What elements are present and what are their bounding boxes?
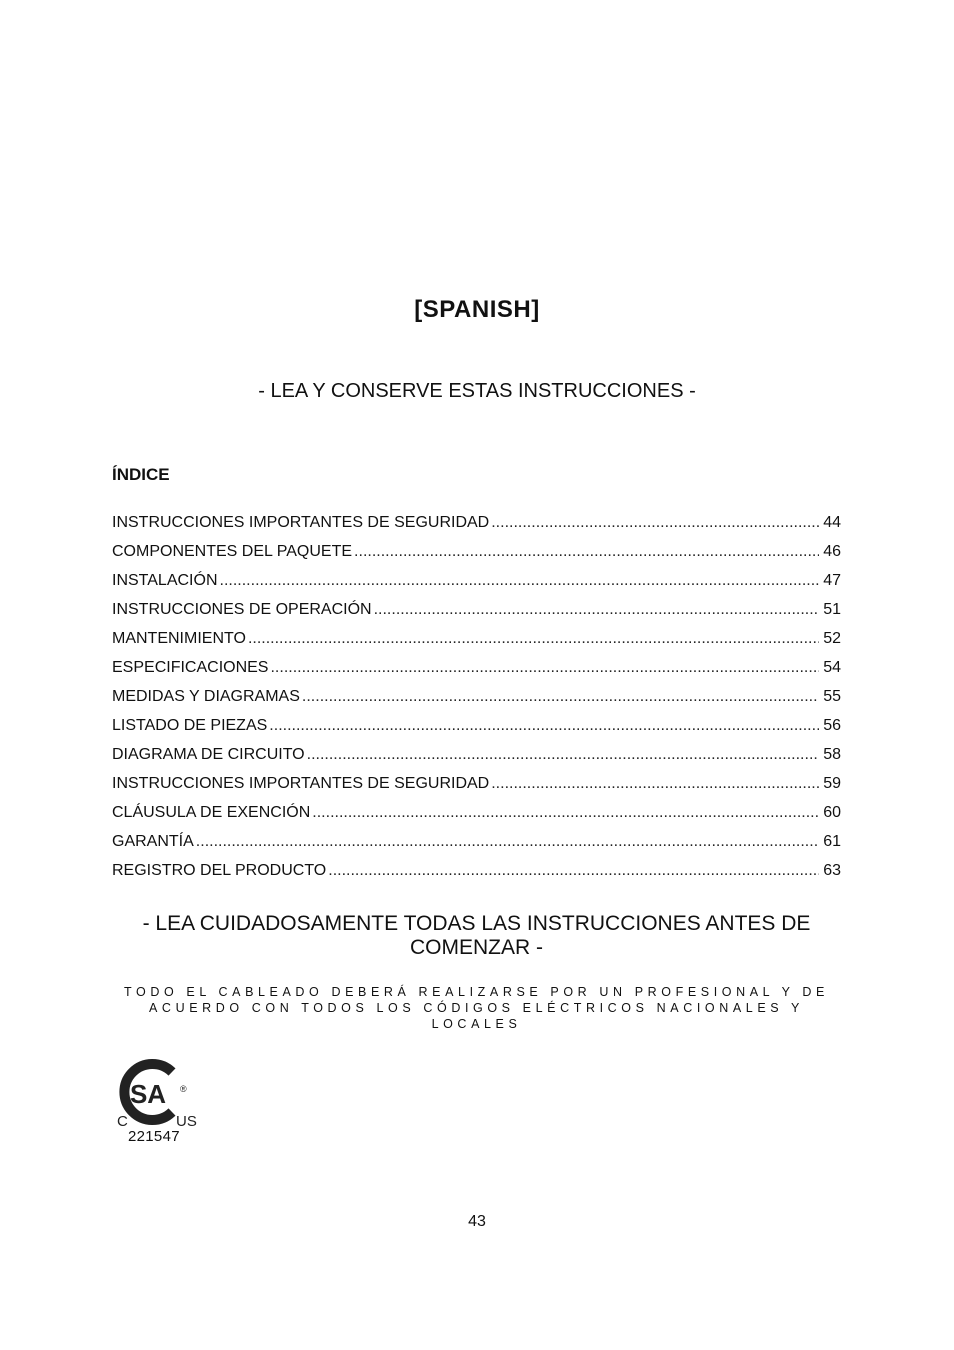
toc-dot-leader [196, 833, 819, 851]
toc-dot-leader [354, 543, 819, 561]
toc-entry [112, 630, 841, 659]
language-title: [SPANISH] [414, 296, 540, 323]
toc-entry-page: 44 [823, 514, 841, 531]
toc-dot-leader [270, 659, 819, 677]
read-carefully-warning: - LEA CUIDADOSAMENTE TODAS LAS INSTRUCCIONES ANTES DE COMENZAR - [142, 912, 811, 959]
toc-entry-page: 61 [823, 833, 841, 850]
toc-entry [112, 572, 841, 601]
toc-entry-label: MEDIDAS Y DIAGRAMAS [112, 688, 300, 705]
toc-entry-label: ESPECIFICACIONES [112, 659, 269, 676]
toc-entry [112, 514, 841, 543]
csa-right-letters: US [176, 1113, 197, 1130]
toc-entry-label: INSTALACIÓN [112, 572, 218, 589]
certification-number: 221547 [128, 1128, 180, 1145]
toc-entry-label: CLÁUSULA DE EXENCIÓN [112, 804, 311, 821]
toc-entry-label: COMPONENTES DEL PAQUETE [112, 543, 353, 560]
toc-entry [112, 543, 841, 572]
csa-left-letter: C [117, 1113, 128, 1130]
toc-dot-leader [374, 601, 820, 619]
toc-entry-label: LISTADO DE PIEZAS [112, 717, 268, 734]
index-heading: ÍNDICE [112, 465, 170, 484]
toc-dot-leader [269, 717, 819, 735]
toc-entry-page: 55 [823, 688, 841, 705]
csa-certification-icon [112, 1058, 212, 1153]
table-of-contents [112, 514, 841, 891]
toc-dot-leader [220, 572, 820, 590]
wiring-notice: TODO EL CABLEADO DEBERÁ REALIZARSE POR UN PROFESIONAL Y DE ACUERDO CON TODOS LOS CÓDIGOS ELÉCTRICOS NACIONALES Y LOCALES [124, 985, 829, 1031]
toc-entry-label: INSTRUCCIONES DE OPERACIÓN [112, 601, 372, 618]
toc-entry [112, 688, 841, 717]
toc-entry [112, 775, 841, 804]
toc-dot-leader [248, 630, 819, 648]
toc-entry [112, 746, 841, 775]
toc-entry-page: 46 [823, 543, 841, 560]
subtitle: - LEA Y CONSERVE ESTAS INSTRUCCIONES - [258, 380, 696, 402]
toc-entry-page: 63 [823, 862, 841, 879]
toc-entry-label: INSTRUCCIONES IMPORTANTES DE SEGURIDAD [112, 775, 490, 792]
toc-entry-label: INSTRUCCIONES IMPORTANTES DE SEGURIDAD [112, 514, 490, 531]
toc-entry [112, 659, 841, 688]
toc-dot-leader [307, 746, 820, 764]
toc-entry [112, 601, 841, 630]
toc-dot-leader [491, 775, 819, 793]
toc-entry-label: DIAGRAMA DE CIRCUITO [112, 746, 305, 763]
toc-entry-label: MANTENIMIENTO [112, 630, 246, 647]
csa-logo-graphic [112, 1058, 212, 1130]
toc-entry [112, 862, 841, 891]
toc-entry-page: 52 [823, 630, 841, 647]
toc-entry-page: 47 [823, 572, 841, 589]
toc-entry-page: 51 [823, 601, 841, 618]
registered-mark: ® [180, 1084, 187, 1094]
toc-entry-label: REGISTRO DEL PRODUCTO [112, 862, 327, 879]
toc-entry [112, 717, 841, 746]
toc-entry-page: 60 [823, 804, 841, 821]
page-number: 43 [468, 1213, 486, 1230]
toc-entry-label: GARANTÍA [112, 833, 194, 850]
toc-entry-page: 58 [823, 746, 841, 763]
toc-entry-page: 56 [823, 717, 841, 734]
toc-entry-page: 59 [823, 775, 841, 792]
toc-entry-page: 54 [823, 659, 841, 676]
toc-entry [112, 804, 841, 833]
csa-mark-letters: SA [129, 1079, 167, 1109]
toc-dot-leader [328, 862, 819, 880]
toc-dot-leader [491, 514, 819, 532]
toc-dot-leader [312, 804, 819, 822]
toc-dot-leader [302, 688, 819, 706]
toc-entry [112, 833, 841, 862]
